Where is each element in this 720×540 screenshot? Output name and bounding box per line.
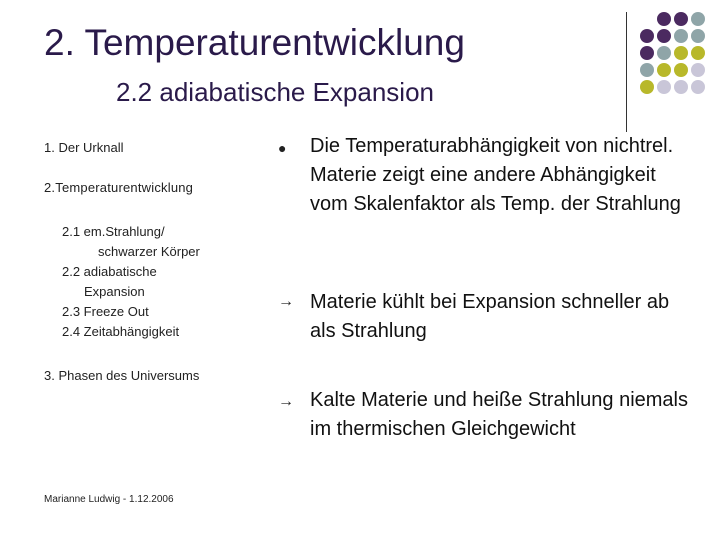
decorative-dot	[657, 29, 671, 43]
arrow-right-icon: →	[278, 293, 294, 310]
decorative-dot	[691, 29, 705, 43]
nav-subitem-adiabatisch-cont: Expansion	[84, 284, 145, 299]
nav-item-phasen: 3. Phasen des Universums	[44, 368, 200, 383]
round-bullet-icon: ●	[278, 140, 287, 156]
nav-subitem-adiabatisch: 2.2 adiabatische	[62, 264, 157, 279]
decorative-dot	[691, 63, 705, 77]
decorative-dot	[640, 46, 654, 60]
decorative-dot	[657, 46, 671, 60]
decorative-dot	[674, 63, 688, 77]
decorative-dot	[691, 46, 705, 60]
nav-subitem-strahlung: 2.1 em.Strahlung/	[62, 224, 165, 239]
divider-line	[626, 12, 627, 132]
decorative-dot	[691, 12, 705, 26]
decorative-dot	[657, 12, 671, 26]
nav-subitem-strahlung-cont: schwarzer Körper	[98, 244, 200, 259]
bullet-text: Kalte Materie und heiße Strahlung niemals im thermischen Gleichgewicht	[310, 389, 688, 440]
slide-title: 2. Temperaturentwicklung	[44, 22, 465, 63]
decorative-dot	[674, 29, 688, 43]
nav-subitem-zeitabhaengigkeit: 2.4 Zeitabhängigkeit	[62, 324, 180, 339]
decorative-dot	[640, 63, 654, 77]
bullet-text: Materie kühlt bei Expansion schneller ab als Strahlung	[310, 291, 670, 342]
footer-text: Marianne Ludwig - 1.12.2006	[44, 494, 174, 505]
bullet-text: Die Temperaturabhängigkeit von nichtrel. Materie zeigt eine andere Abhängigkeit vom Skalenfaktor als Temp. der Strahlung	[310, 135, 681, 215]
nav-subitem-freeze-out: 2.3 Freeze Out	[62, 304, 149, 319]
decorative-dot	[657, 63, 671, 77]
nav-item-temperaturentwicklung: 2.Temperaturentwicklung	[44, 180, 194, 195]
decorative-dot	[640, 80, 654, 94]
decorative-dot	[640, 29, 654, 43]
decorative-dot	[674, 12, 688, 26]
decorative-dot	[657, 80, 671, 94]
decorative-dot	[691, 80, 705, 94]
slide-subtitle: 2.2 adiabatische Expansion	[116, 77, 435, 107]
nav-item-urknall: 1. Der Urknall	[44, 140, 124, 155]
decorative-dot	[674, 80, 688, 94]
arrow-right-icon: →	[278, 393, 294, 410]
decorative-dot	[674, 46, 688, 60]
